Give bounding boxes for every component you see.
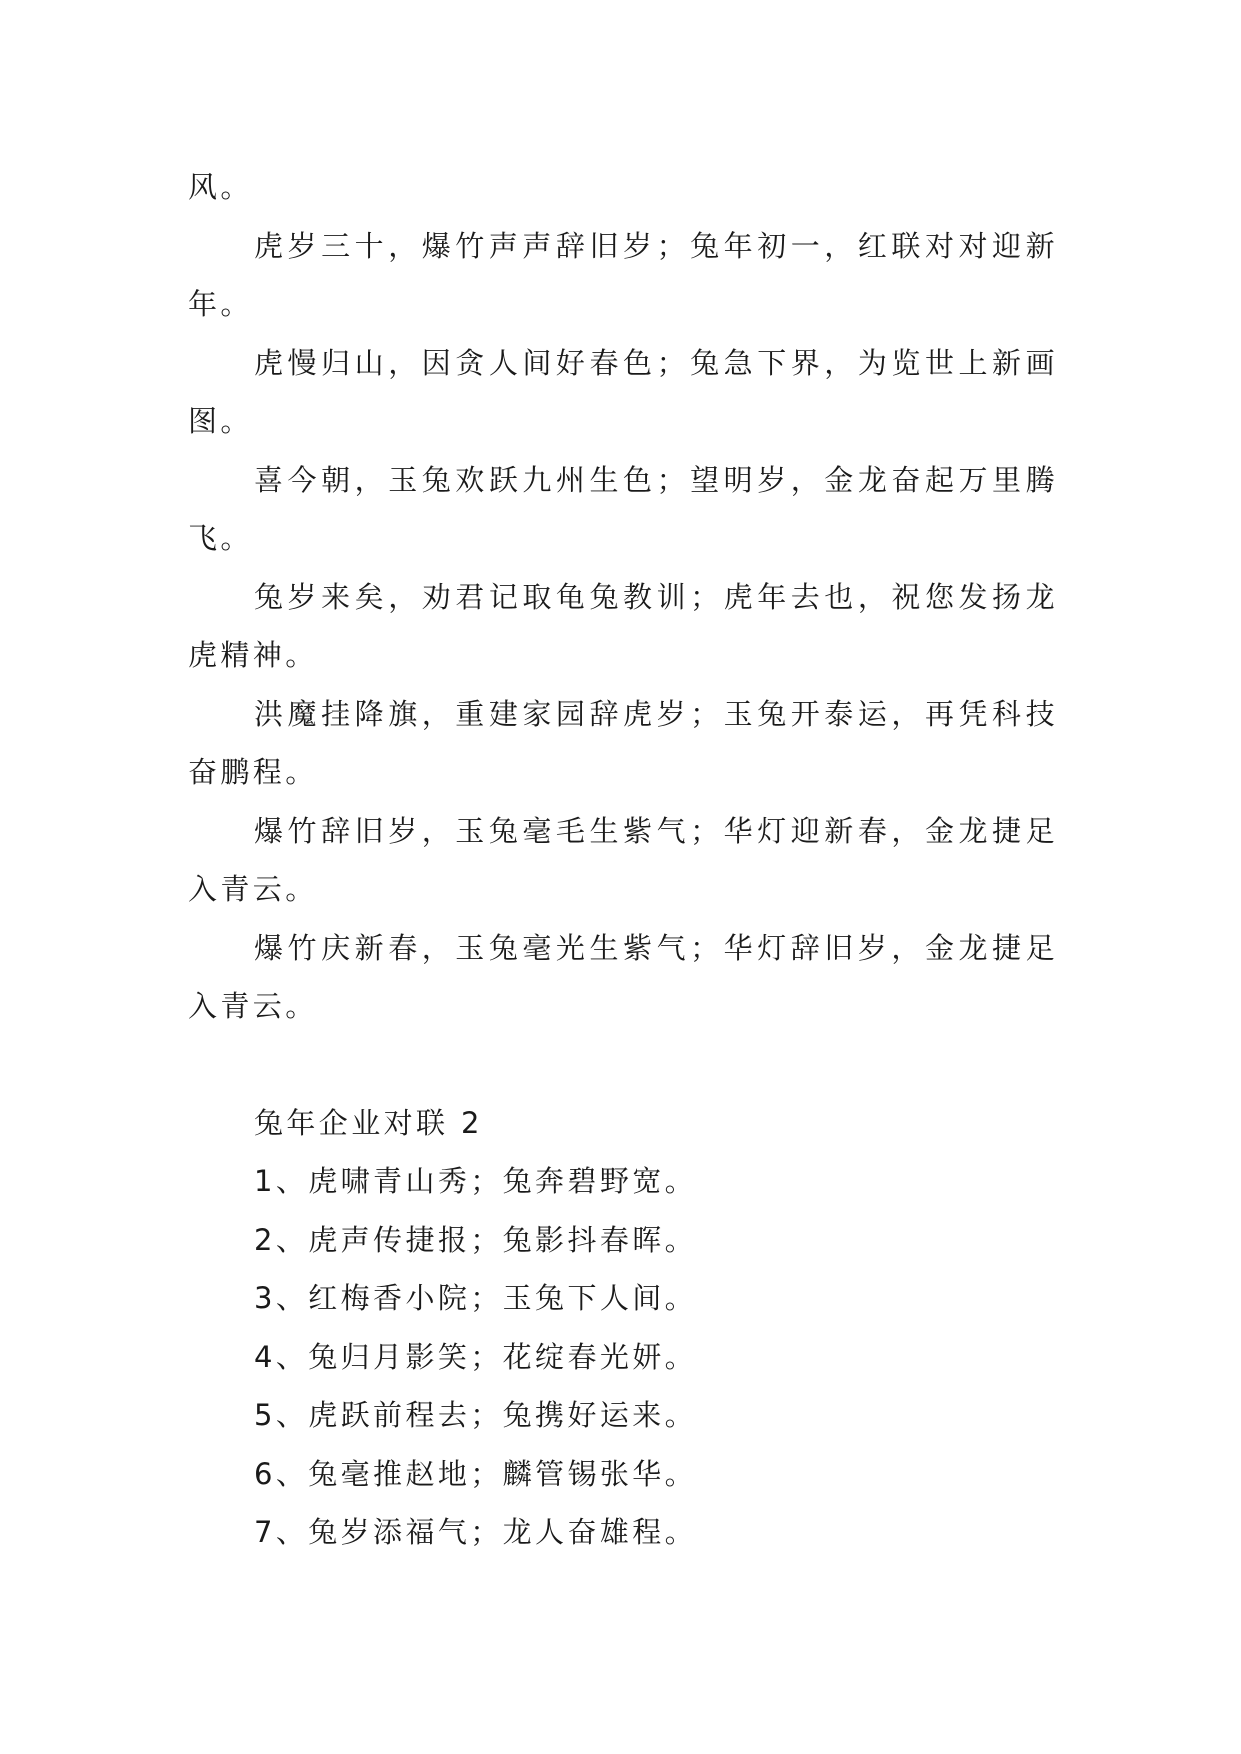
couplet-paragraph: 洪魔挂降旗，重建家园辞虎岁；玉兔开泰运，再凭科技奋鹏程。 (188, 696, 1058, 789)
continuation-text: 风。 (188, 170, 253, 204)
couplet-list (188, 1152, 1058, 1562)
couplet-paragraph: 喜今朝，玉兔欢跃九州生色；望明岁，金龙奋起万里腾飞。 (188, 462, 1058, 555)
couplet-paragraph: 虎岁三十，爆竹声声辞旧岁；兔年初一，红联对对迎新年。 (188, 228, 1058, 321)
section-title: 兔年企业对联 2 (254, 1105, 483, 1140)
couplet-paragraph: 虎慢归山，因贪人间好春色；兔急下界，为览世上新画图。 (188, 345, 1058, 438)
list-item: 1、虎啸青山秀；兔奔碧野宽。 (254, 1164, 698, 1198)
list-item: 2、虎声传捷报；兔影抖春晖。 (254, 1222, 698, 1257)
list-item: 3、红梅香小院；玉兔下人间。 (254, 1281, 698, 1315)
list-item: 6、兔毫推赵地；麟管锡张华。 (254, 1456, 698, 1491)
list-item: 4、兔归月影笑；花绽春光妍。 (254, 1339, 698, 1374)
list-item: 7、兔岁添福气；龙人奋雄程。 (254, 1515, 698, 1549)
list-item: 5、虎跃前程去；兔携好运来。 (254, 1398, 698, 1432)
section-spacer (188, 1036, 1058, 1094)
couplet-paragraph: 爆竹庆新春，玉兔毫光生紫气；华灯辞旧岁，金龙捷足入青云。 (188, 930, 1058, 1023)
couplet-paragraph: 兔岁来矣，劝君记取龟兔教训；虎年去也，祝您发扬龙虎精神。 (188, 579, 1058, 672)
document-body (188, 158, 1058, 1562)
couplet-paragraph: 爆竹辞旧岁，玉兔毫毛生紫气；华灯迎新春，金龙捷足入青云。 (188, 813, 1058, 906)
